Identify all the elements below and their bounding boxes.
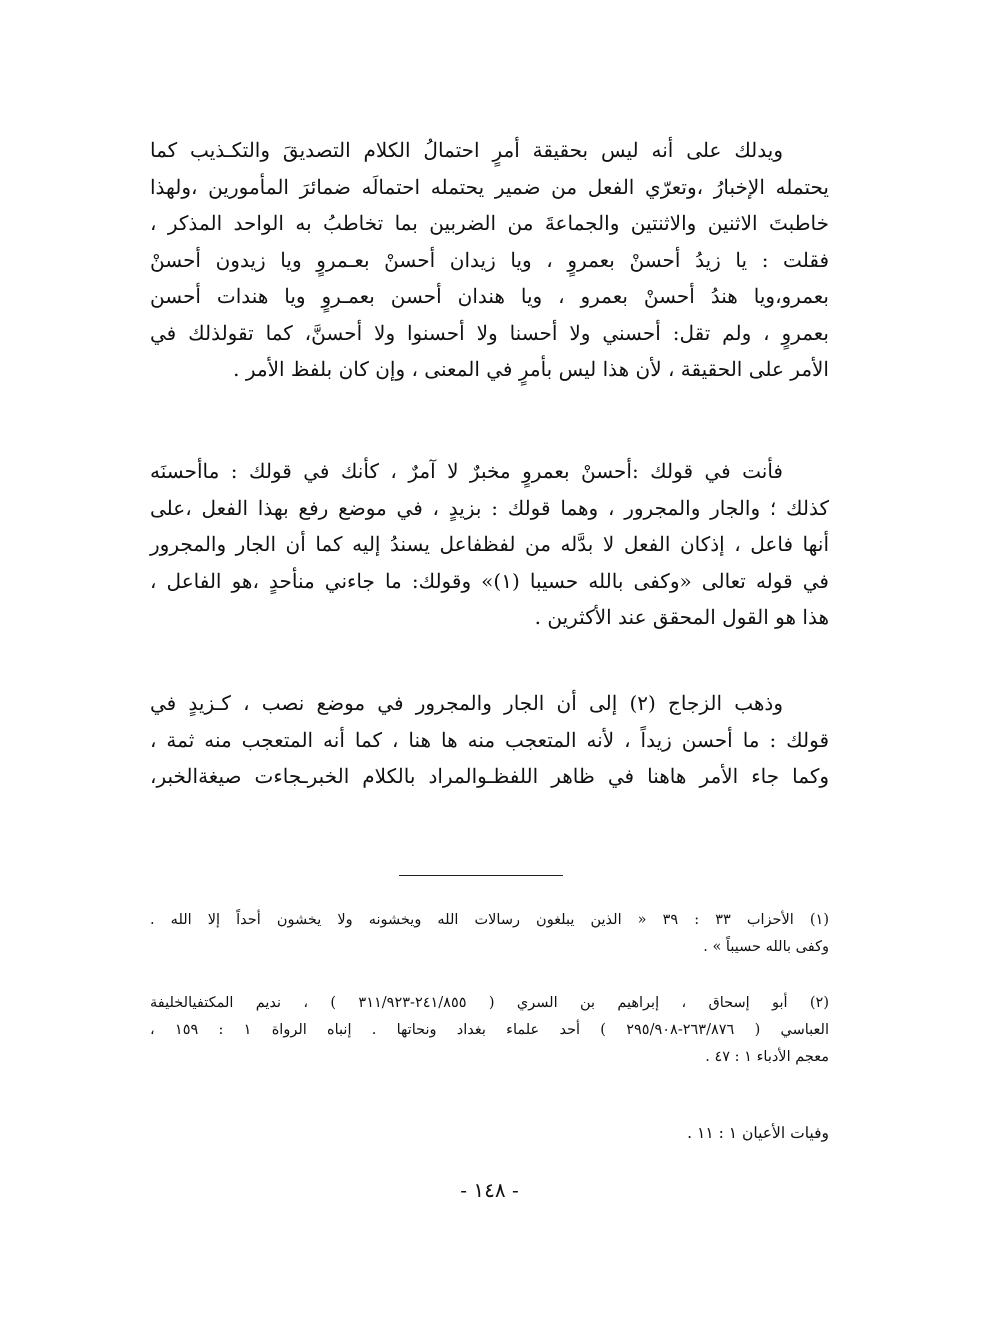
footnote-line: وكفى بالله حسيباً » . (703, 939, 829, 955)
text-line: بعمرو،ويا هندُ أحسنْ بعمرو ، ويا هندان أحسن بعمـروٍ ويا هندات أحسن (150, 284, 829, 308)
text-line: بعمروٍ ، ولم تقل: أحسني ولا أحسنا ولا أحسنوا ولا أحسنَّ، كما تقولذلك في (150, 320, 829, 345)
text-line: خاطبتَ الاثنين والاثنتين والجماعةَ من الضربين بما تخاطبُ به الواحد المذكر ، (150, 211, 829, 235)
book-page (150, 130, 829, 1337)
text-line: فقلت : يا زيدُ أحسنْ بعمروٍ ، ويا زيدان أحسنْ بعـمروٍ ويا زيدون أحسنْ (150, 247, 829, 272)
text-line: وذهب الزجاج (٢) إلى أن الجار والمجرور في موضع نصب ، كـزيدٍ في (150, 691, 783, 715)
paragraph-1 (150, 132, 829, 388)
page-number: - ١٤٨ - (460, 1178, 519, 1202)
text-line: الأمر على الحقيقة ، لأن هذا ليس بأمرٍ في المعنى ، وإن كان بلفظ الأمر . (233, 357, 829, 381)
paragraph-2 (150, 453, 829, 636)
footnote-line: وفيات الأعيان ١ : ١١ . (687, 1124, 829, 1142)
text-line: قولك : ما أحسن زيداً ، لأنه المتعجب منه ها هنا ، كما أنه المتعجب منه ثمة ، (150, 727, 829, 752)
text-line: هذا هو القول المحقق عند الأكثرين . (534, 605, 829, 629)
footnote-line: العباسي ( ٢٦٣/٨٧٦-٢٩٥/٩٠٨ ) أحد علماء بغداد ونحاتها . إنباه الرواة ١ : ١٥٩ ، (150, 1022, 829, 1038)
footnote-2 (150, 990, 829, 1071)
footnote-line: معجم الأدباء ١ : ٤٧ . (705, 1049, 829, 1065)
text-line: فأنت في قولك :أحسنْ بعمروٍ مخبرٌ لا آمرٌ ، كأنك في قولك : ماأحسنَه (150, 459, 783, 483)
text-line: يحتمله الإخبارُ ،وتعرّي الفعل من ضمير يحتمله احتمالَه ضمائرَ المأمورين ،ولهذا (150, 174, 829, 199)
footnote-3 (150, 1120, 829, 1147)
text-line: في قوله تعالى «وكفى بالله حسيبا (١)» وقولك: ما جاءني منأحدٍ ،هو الفاعل ، (150, 568, 829, 593)
text-line: ويدلك على أنه ليس بحقيقة أمرٍ احتمالُ الكلام التصديقَ والتكـذيب كما (150, 138, 783, 162)
paragraph-3 (150, 685, 829, 795)
footnote-divider (399, 875, 563, 876)
footnote-line: (١) الأحزاب ٣٣ : ٣٩ « الذين يبلغون رسالات الله ويخشونه ولا يخشون أحداً إلا الله . (150, 912, 829, 928)
footnote-line: (٢) أبو إسحاق ، إبراهيم بن السري ( ٢٤١/٨٥٥-٣١١/٩٢٣ ) ، نديم المكتفيالخليفة (150, 995, 830, 1011)
text-line: كذلك ؛ والجار والمجرور ، وهما قولك : بزيدٍ ، في موضع رفع بهذا الفعل ،على (150, 495, 829, 520)
text-line: وكما جاء الأمر هاهنا في ظاهر اللفظـوالمراد بالكلام الخبرـجاءت صيغةالخبر، (150, 764, 829, 788)
text-line: أنها فاعل ، إذكان الفعل لا بدَّله من لفظفاعل يسندُ إليه كما أن الجار والمجرور (150, 532, 829, 556)
footnote-1 (150, 907, 829, 961)
